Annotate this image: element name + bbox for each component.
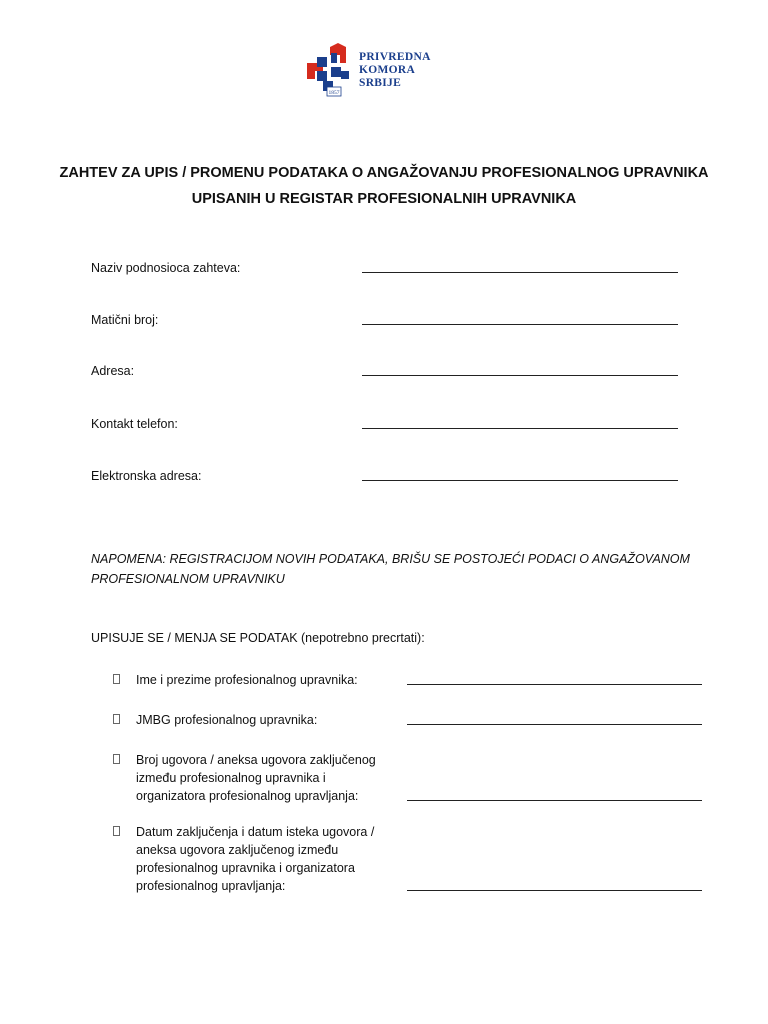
title-line-1: ZAHTEV ZA UPIS / PROMENU PODATAKA O ANGAŽOVANJU PROFESIONALNOG UPRAVNIKA [59, 165, 709, 181]
applicant-name-label: Naziv podnosioca zahteva: [91, 261, 241, 275]
item-label-line: Broj ugovora / aneksa ugovora zaključenog [136, 753, 376, 767]
item-label-line: organizatora profesionalnog upravljanja: [136, 789, 359, 803]
registration-number-field[interactable] [91, 311, 691, 331]
registration-number-label: Matični broj: [91, 313, 159, 327]
checkbox[interactable] [113, 714, 120, 724]
item-label-line: Ime i prezime profesionalnog upravnika: [136, 673, 358, 687]
address-field[interactable] [91, 362, 691, 382]
manager-jmbg-input-line[interactable] [407, 724, 702, 725]
item-label [136, 671, 396, 689]
checkbox[interactable] [113, 754, 120, 764]
item-label [136, 823, 396, 895]
logo-line-1: PRIVREDNA [359, 50, 431, 63]
address-label: Adresa: [91, 364, 135, 378]
item-label-line: profesionalnog upravljanja: [136, 879, 286, 893]
logo-line-2: KOMORA [359, 63, 416, 76]
notice-text [91, 549, 691, 589]
contract-dates-input-line[interactable] [407, 890, 702, 891]
logo-line-3: SRBIJE [359, 76, 402, 89]
contact-phone-input-line[interactable] [362, 428, 678, 429]
item-label-line: JMBG profesionalnog upravnika: [136, 713, 318, 727]
pks-logo [303, 28, 465, 112]
address-input-line[interactable] [362, 375, 678, 376]
email-field[interactable] [91, 467, 691, 487]
applicant-name-input-line[interactable] [362, 272, 678, 273]
item-label-line: profesionalnog upravnika i organizatora [136, 861, 355, 875]
registration-number-input-line[interactable] [362, 324, 678, 325]
notice-line-1: NAPOMENA: REGISTRACIJOM NOVIH PODATAKA, BRIŠU SE POSTOJEĆI PODACI O ANGAŽOVANOM [91, 552, 690, 566]
applicant-name-field[interactable] [91, 259, 691, 279]
email-input-line[interactable] [362, 480, 678, 481]
manager-name-input-line[interactable] [407, 684, 702, 685]
item-label [136, 711, 396, 729]
item-label-line: između profesionalnog upravnika i [136, 771, 326, 785]
notice-line-2: PROFESIONALNOM UPRAVNIKU [91, 572, 285, 586]
item-label-line: Datum zaključenja i datum isteka ugovora / [136, 825, 375, 839]
logo-wordmark [359, 51, 431, 90]
document-title [20, 160, 748, 212]
contact-phone-label: Kontakt telefon: [91, 417, 178, 431]
checkbox[interactable] [113, 674, 120, 684]
logo-year: 1857 [328, 90, 340, 96]
section-heading: UPISUJE SE / MENJA SE PODATAK (nepotrebno precrtati): [91, 631, 425, 645]
email-label: Elektronska adresa: [91, 469, 202, 483]
item-label [136, 751, 396, 805]
contract-number-input-line[interactable] [407, 800, 702, 801]
contact-phone-field[interactable] [91, 415, 691, 435]
title-line-2: UPISANIH U REGISTAR PROFESIONALNIH UPRAVNIKA [191, 191, 577, 207]
item-label-line: aneksa ugovora zaključenog između [136, 843, 339, 857]
pks-cross-logo-icon [303, 41, 353, 99]
checkbox[interactable] [113, 826, 120, 836]
